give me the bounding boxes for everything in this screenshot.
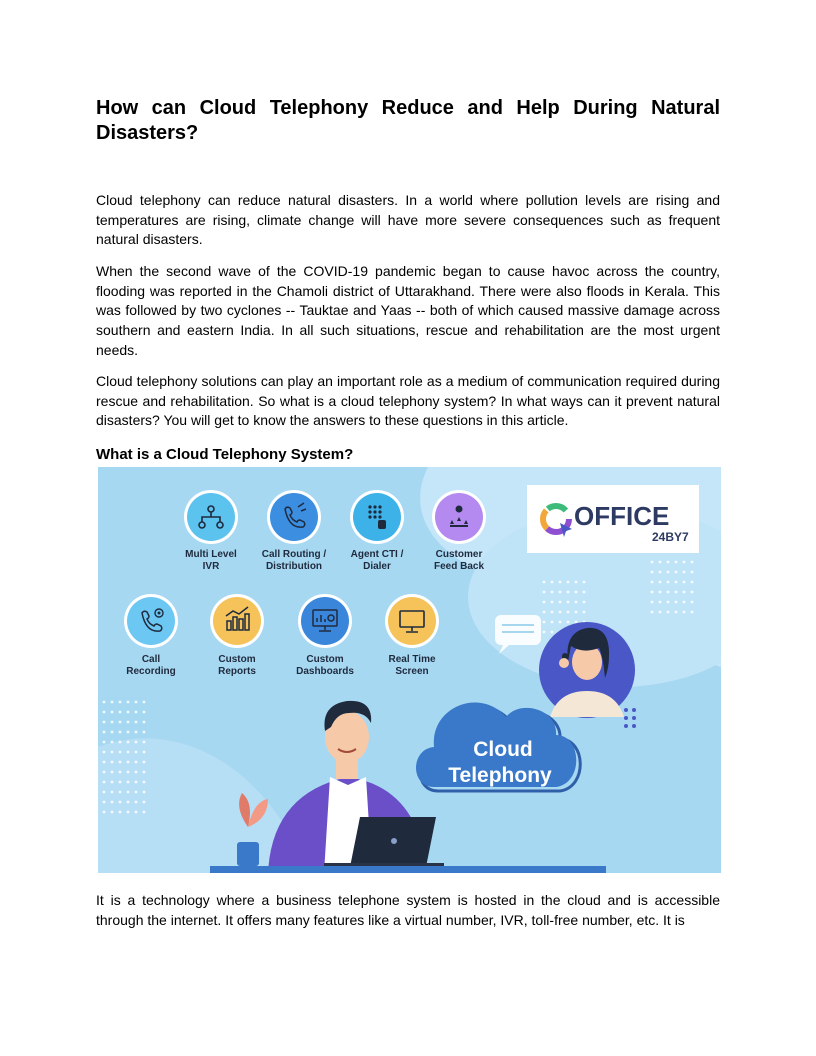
cloud-label-line1: Cloud: [473, 738, 533, 761]
dialer-keypad-icon: [353, 493, 401, 541]
svg-text:Reports: Reports: [218, 666, 256, 677]
feature-agent-cti: [350, 490, 404, 572]
svg-text:Feed Back: Feed Back: [433, 561, 485, 572]
svg-text:Recording: Recording: [126, 666, 176, 677]
feature-real-time-screen: [385, 594, 439, 677]
svg-text:Custom: Custom: [306, 654, 344, 665]
svg-text:Dashboards: Dashboards: [296, 666, 354, 677]
svg-text:Multi Level: Multi Level: [185, 549, 237, 560]
svg-text:Custom: Custom: [218, 654, 256, 665]
logo-word: OFFICE: [574, 501, 670, 531]
svg-text:Customer: Customer: [435, 549, 483, 560]
svg-text:Screen: Screen: [395, 666, 429, 677]
paragraph-2: When the second wave of the COVID-19 pandemic began to cause havoc across the country, flooding was reported in the Chamoli district of Uttarakhand. There were also floods in Kerala. This was followed by two cyclones -- Tauktae and Yaas -- both of which caused massive damage across southern and eastern India. In all such situations, rescue and rehabilitation are the most urgent needs.: [96, 263, 720, 358]
feature-custom-dashboards: [296, 594, 354, 677]
svg-text:IVR: IVR: [202, 561, 220, 572]
desk-surface: [210, 866, 606, 873]
feature-call-routing: [262, 490, 327, 572]
svg-text:Real Time: Real Time: [388, 654, 436, 665]
feature-customer-feedback: [432, 490, 486, 572]
logo-sub: 24BY7: [652, 530, 689, 544]
svg-text:Dialer: Dialer: [363, 561, 391, 572]
screen-monitor-icon: [388, 597, 436, 645]
paragraph-3: Cloud telephony solutions can play an important role as a medium of communication required during rescue and rehabilitation. So what is a cloud telephony system? In what ways can it prevent natural disasters? You will get to know the answers to these questions in this article.: [96, 373, 720, 429]
article-title: How can Cloud Telephony Reduce and Help During Natural Disasters?: [96, 97, 720, 144]
paragraph-4: It is a technology where a business telephone system is hosted in the cloud and is accessible through the internet. It offers many features like a virtual number, IVR, toll-free number, etc. It is: [96, 892, 720, 928]
paragraph-1: Cloud telephony can reduce natural disasters. In a world where pollution levels are rising and temperatures are rising, climate change will have more severe consequences such as frequent natural disasters.: [96, 192, 720, 248]
svg-text:Call: Call: [141, 654, 161, 665]
svg-text:Agent CTI /: Agent CTI /: [350, 549, 404, 560]
agent-woman-illustration: [539, 622, 635, 718]
cloud-label-line2: Telephony: [448, 764, 552, 787]
call-recording-icon: [127, 597, 175, 645]
svg-text:Call Routing /: Call Routing /: [261, 549, 327, 560]
feature-call-recording: [124, 594, 178, 677]
cloud-telephony-illustration: [98, 467, 721, 873]
feature-custom-reports: [210, 594, 264, 677]
feature-multi-level-ivr: [184, 490, 238, 572]
section-heading: What is a Cloud Telephony System?: [96, 446, 354, 463]
svg-text:Distribution: Distribution: [265, 561, 323, 572]
call-routing-icon: [270, 493, 318, 541]
